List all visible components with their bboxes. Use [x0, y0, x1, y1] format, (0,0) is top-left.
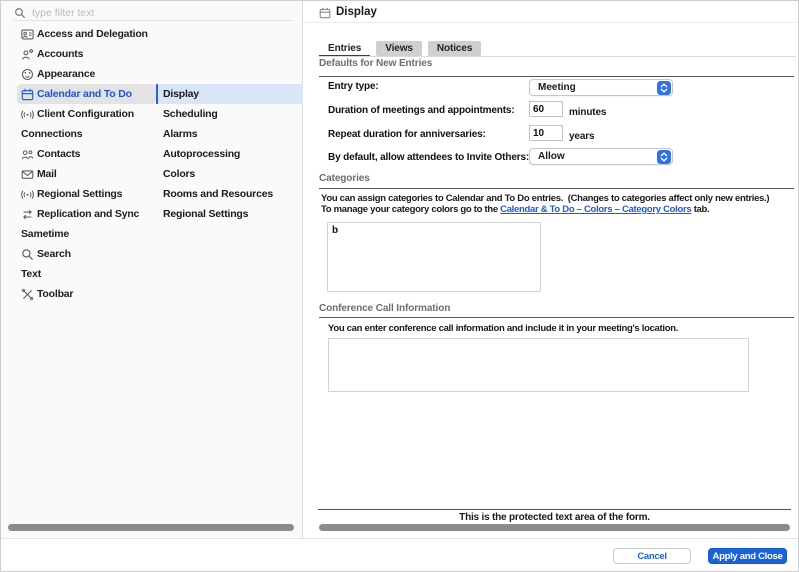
protected-area-rule [318, 509, 791, 510]
sidebar-item-label: Calendar and To Do [37, 88, 132, 100]
sidebar-item-label: Search [37, 248, 71, 260]
categories-description-line2 [321, 204, 709, 215]
sidebar-item-label: Replication and Sync [37, 208, 140, 220]
footer-bar [1, 538, 798, 572]
sidebar-item-contacts[interactable] [17, 144, 156, 164]
repeat-duration-label: Repeat duration for anniversaries: [328, 129, 486, 140]
sidebar-item-sametime[interactable] [17, 224, 156, 244]
subitem-label: Regional Settings [163, 208, 249, 220]
contacts-icon [21, 148, 34, 161]
categories-description-prefix: To manage your category colors go to the [321, 204, 501, 215]
tab-bar-divider [319, 56, 796, 57]
sidebar-item-connections[interactable] [17, 124, 156, 144]
subitem-scheduling[interactable] [156, 104, 303, 124]
subitem-label: Display [163, 88, 199, 100]
tab-bar [319, 41, 481, 57]
invite-others-select[interactable] [529, 148, 673, 165]
section-heading-defaults: Defaults for New Entries [319, 58, 433, 69]
sidebar-item-label: Contacts [37, 148, 81, 160]
section-rule [319, 188, 794, 189]
tab-notices[interactable]: Notices [428, 41, 481, 56]
sidebar-item-label: Client Configuration [37, 108, 134, 120]
filter-search-field[interactable] [14, 5, 293, 21]
invite-others-label: By default, allow attendees to Invite Others: [328, 152, 530, 163]
sidebar-item-appearance[interactable] [17, 64, 156, 84]
subitem-colors[interactable] [156, 164, 303, 184]
replication-sync-icon [21, 208, 34, 221]
sidebar-item-label: Appearance [37, 68, 96, 80]
accounts-icon [21, 48, 34, 61]
subitem-label: Autoprocessing [163, 148, 241, 160]
sidebar-item-label: Mail [37, 168, 57, 180]
apply-and-close-button[interactable]: Apply and Close [708, 548, 787, 564]
access-delegation-icon [21, 28, 34, 41]
category-list [17, 24, 156, 304]
subitem-regional-settings[interactable] [156, 204, 303, 224]
duration-label: Duration of meetings and appointments: [328, 105, 515, 116]
search-icon [21, 248, 34, 261]
sidebar-item-label: Regional Settings [37, 188, 123, 200]
sidebar-horizontal-scrollbar[interactable] [8, 524, 294, 531]
sidebar-item-label: Access and Delegation [37, 28, 148, 40]
protected-area-text: This is the protected text area of the form. [459, 512, 650, 523]
calendar-icon [21, 88, 34, 101]
tab-entries[interactable]: Entries [319, 41, 370, 57]
entry-type-value: Meeting [538, 82, 576, 93]
categories-textarea[interactable] [327, 222, 541, 292]
cancel-button[interactable]: Cancel [613, 548, 691, 564]
subitem-rooms-and-resources[interactable] [156, 184, 303, 204]
categories-description-line1: You can assign categories to Calendar and To Do entries. (Changes to categories affect only new entries.) [321, 193, 770, 204]
tab-views[interactable]: Views [376, 41, 422, 56]
sidebar-item-label: Accounts [37, 48, 84, 60]
display-settings-panel [303, 1, 799, 538]
main-horizontal-scrollbar[interactable] [319, 524, 790, 531]
sidebar-item-label: Toolbar [37, 288, 74, 300]
duration-input[interactable] [529, 101, 563, 117]
category-colors-link[interactable]: Calendar & To Do – Colors – Category Colors [500, 204, 692, 215]
repeat-duration-input[interactable] [529, 125, 563, 141]
mail-icon [21, 168, 34, 181]
subitem-alarms[interactable] [156, 124, 303, 144]
title-divider [303, 22, 799, 23]
invite-others-value: Allow [538, 151, 565, 162]
sidebar-item-label: Sametime [21, 228, 70, 240]
conference-description: You can enter conference call information and include it in your meeting's location. [328, 323, 679, 334]
sidebar-item-replication-and-sync[interactable] [17, 204, 156, 224]
toolbar-icon [21, 288, 34, 301]
repeat-duration-unit-label: years [569, 131, 595, 142]
subitem-display[interactable] [156, 84, 303, 104]
sidebar-item-label: Text [21, 268, 42, 280]
stepper-icon [657, 150, 671, 164]
section-rule [319, 76, 794, 77]
sidebar-item-toolbar[interactable] [17, 284, 156, 304]
subitem-label: Colors [163, 168, 196, 180]
subitem-autoprocessing[interactable] [156, 144, 303, 164]
sidebar-item-accounts[interactable] [17, 44, 156, 64]
duration-unit-label: minutes [569, 107, 607, 118]
sidebar-item-regional-settings[interactable] [17, 184, 156, 204]
appearance-icon [21, 68, 34, 81]
sidebar-item-search[interactable] [17, 244, 156, 264]
client-configuration-icon [21, 108, 34, 121]
calendar-icon [319, 7, 331, 19]
stepper-icon [657, 81, 671, 95]
entry-type-label: Entry type: [328, 81, 379, 92]
sidebar-item-client-configuration[interactable] [17, 104, 156, 124]
categories-description-suffix: tab. [691, 204, 710, 215]
subitem-label: Scheduling [163, 108, 218, 120]
section-heading-categories: Categories [319, 173, 370, 184]
subitem-label: Rooms and Resources [163, 188, 273, 200]
subcategory-list [156, 84, 303, 224]
page-title: Display [336, 6, 377, 18]
regional-settings-icon [21, 188, 34, 201]
sidebar-item-mail[interactable] [17, 164, 156, 184]
entry-type-select[interactable] [529, 79, 673, 96]
search-icon [14, 7, 26, 19]
sidebar-item-text[interactable] [17, 264, 156, 284]
sidebar-item-access-and-delegation[interactable] [17, 24, 156, 44]
sidebar-item-label: Connections [21, 128, 83, 140]
section-rule [319, 317, 794, 318]
section-heading-conference: Conference Call Information [319, 303, 451, 314]
subitem-label: Alarms [163, 128, 198, 140]
preferences-sidebar [1, 1, 303, 538]
sidebar-item-calendar-and-to-do[interactable] [17, 84, 156, 104]
filter-search-input[interactable] [32, 7, 293, 19]
conference-call-textarea[interactable] [328, 338, 749, 392]
